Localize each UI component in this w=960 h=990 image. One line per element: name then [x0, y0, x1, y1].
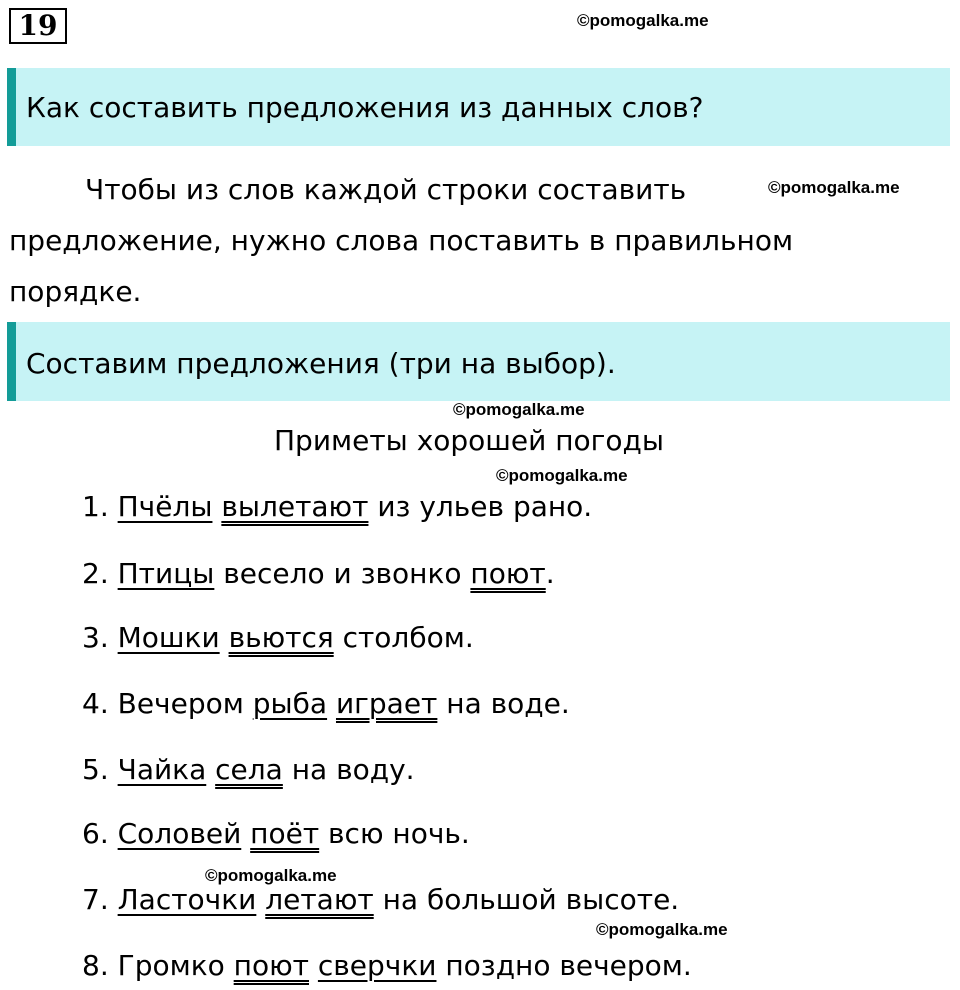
predicate-word: поют: [470, 557, 546, 590]
question-text: Как составить предложения из данных слов?: [26, 91, 704, 124]
answer-line: Чтобы из слов каждой строки составить: [85, 173, 687, 206]
subject-word: Птицы: [117, 557, 215, 590]
subject-word: Пчёлы: [117, 490, 213, 523]
sentence-text: .: [545, 557, 555, 590]
sentence-number: 6.: [82, 817, 118, 850]
predicate-word: села: [215, 753, 283, 786]
sentence-text: столбом.: [333, 621, 474, 654]
sentence: [82, 620, 474, 656]
watermark: ©pomogalka.me: [596, 920, 728, 939]
instruction-text: Составим предложения (три на выбор).: [26, 347, 616, 380]
sentence-number: 7.: [82, 883, 118, 916]
subject-word: рыба: [252, 687, 328, 720]
sentence-text: на воду.: [282, 753, 415, 786]
sentence: [82, 882, 679, 918]
sentence: [82, 686, 570, 722]
watermark: ©pomogalka.me: [496, 466, 628, 485]
sentence-number: 3.: [82, 621, 118, 654]
sentence-text: [206, 753, 215, 786]
sentence-text: [256, 883, 265, 916]
answer-line: порядке.: [9, 275, 142, 308]
sentence: [82, 556, 555, 592]
sentence-text: на воде.: [437, 687, 570, 720]
sentence-text: на большой высоте.: [373, 883, 680, 916]
sentence-number: 2.: [82, 557, 118, 590]
answer-line: предложение, нужно слова поставить в правильном: [9, 224, 794, 257]
predicate-word: поют: [233, 949, 309, 982]
predicate-word: играет: [335, 687, 438, 720]
task-number-badge: 19: [9, 8, 67, 44]
subject-word: Ласточки: [117, 883, 257, 916]
sentence-text: Громко: [117, 949, 234, 982]
watermark: ©pomogalka.me: [768, 178, 900, 197]
watermark: ©pomogalka.me: [577, 11, 709, 30]
sentence-text: [220, 621, 229, 654]
answer-paragraph: [9, 164, 889, 317]
sentence: [82, 948, 692, 984]
predicate-word: вьются: [228, 621, 334, 654]
sentence-text: Вечером: [117, 687, 253, 720]
sentence-text: поздно вечером.: [436, 949, 692, 982]
sentence-number: 5.: [82, 753, 118, 786]
sentence-number: 1.: [82, 490, 118, 523]
subject-word: сверчки: [317, 949, 437, 982]
instruction-banner: [7, 322, 950, 401]
sentence-text: всю ночь.: [319, 817, 470, 850]
section-subtitle: Приметы хорошей погоды: [274, 424, 664, 457]
sentence-text: [327, 687, 336, 720]
sentence: [82, 752, 415, 788]
watermark: ©pomogalka.me: [453, 400, 585, 419]
sentence-number: 4.: [82, 687, 118, 720]
sentence-text: весело и звонко: [214, 557, 471, 590]
sentence-text: [241, 817, 250, 850]
sentence-text: [309, 949, 318, 982]
subject-word: Соловей: [117, 817, 242, 850]
predicate-word: поёт: [250, 817, 320, 850]
sentence-text: из ульев рано.: [368, 490, 593, 523]
sentence: [82, 489, 592, 525]
sentence: [82, 816, 470, 852]
watermark: ©pomogalka.me: [205, 866, 337, 885]
question-banner: [7, 68, 950, 146]
subject-word: Мошки: [117, 621, 220, 654]
subject-word: Чайка: [117, 753, 207, 786]
sentence-number: 8.: [82, 949, 118, 982]
predicate-word: летают: [265, 883, 374, 916]
predicate-word: вылетают: [221, 490, 369, 523]
